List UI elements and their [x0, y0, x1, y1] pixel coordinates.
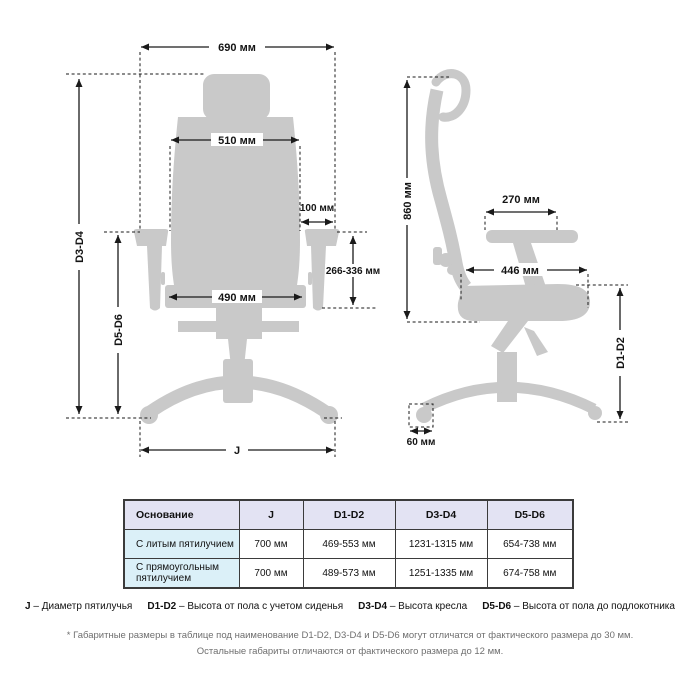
front-back-width-label: 510 мм: [218, 135, 256, 147]
legend-term: D3-D4: [358, 601, 388, 612]
cell-j: 700 мм: [239, 530, 303, 559]
cell-base-type: С прямоугольным пятилучием: [124, 559, 239, 589]
front-armrest-right-pad: [305, 229, 339, 246]
legend-term: J: [25, 601, 31, 612]
chair-side-silhouette: [416, 74, 602, 423]
col-header-base: Основание: [124, 500, 239, 530]
front-height-code-label: D3-D4: [74, 231, 86, 263]
side-wheel-right: [588, 406, 602, 420]
cell-d5d6: 654-738 мм: [487, 530, 573, 559]
cell-d1d2: 469-553 мм: [303, 530, 395, 559]
chair-front-silhouette: [134, 74, 339, 424]
col-header-d3d4: D3-D4: [395, 500, 487, 530]
col-header-j: J: [239, 500, 303, 530]
side-armrest-pad: [486, 230, 578, 243]
side-armrest-depth-label: 270 мм: [502, 194, 540, 206]
legend-desc: – Высота от пола до подлокотника: [513, 601, 675, 612]
footnote-line-2: Остальные габариты отличаются от фактического размера до 12 мм.: [196, 646, 504, 657]
front-mechanism: [216, 308, 262, 339]
cell-d1d2: 489-573 мм: [303, 559, 395, 589]
side-wheel-left: [416, 407, 432, 423]
cell-d5d6: 674-758 мм: [487, 559, 573, 589]
side-seat-depth-label: 446 мм: [501, 265, 539, 277]
side-seat-height-code-label: D1-D2: [615, 337, 627, 369]
front-armrest-height-label: 266-336 мм: [325, 266, 381, 277]
dimension-legend: [0, 601, 700, 612]
legend-desc: – Высота кресла: [389, 601, 468, 612]
legend-term: D1-D2: [147, 601, 177, 612]
front-headrest: [203, 74, 270, 120]
footnote-line-1: * Габаритные размеры в таблице под наименование D1-D2, D3-D4 и D5-D6 могут отличатся от фактического размера до 30 мм.: [66, 630, 634, 641]
front-armrest-floor-code-label: D5-D6: [113, 314, 125, 346]
legend-item-d5d6: [482, 601, 675, 612]
front-overall-width-label: 690 мм: [218, 42, 256, 54]
front-base-code-label: J: [233, 445, 241, 457]
front-armrest-width-label: 100 мм: [299, 203, 335, 214]
front-armrest-right-stem: [311, 246, 326, 311]
cell-d3d4: 1251-1335 мм: [395, 559, 487, 589]
cell-j: 700 мм: [239, 559, 303, 589]
table-row: [124, 559, 573, 589]
front-wheel-left: [140, 406, 158, 424]
col-header-d5d6: D5-D6: [487, 500, 573, 530]
side-base-column: [497, 352, 517, 402]
dimensions-table: [123, 499, 574, 589]
side-back-height-label: 860 мм: [402, 182, 414, 220]
table-row: [124, 530, 573, 559]
legend-item-j: [25, 601, 132, 612]
cell-d3d4: 1231-1315 мм: [395, 530, 487, 559]
legend-term: D5-D6: [482, 601, 512, 612]
legend-desc: – Диаметр пятилучья: [33, 601, 133, 612]
size-tolerance-footnote: [0, 628, 700, 660]
front-base-hub: [223, 359, 253, 403]
side-wheel-size-label: 60 мм: [406, 437, 436, 448]
front-seat-width-label: 490 мм: [218, 292, 256, 304]
col-header-d1d2: D1-D2: [303, 500, 395, 530]
cell-base-type: С литым пятилучием: [124, 530, 239, 559]
legend-item-d1d2: [147, 601, 343, 612]
legend-item-d3d4: [358, 601, 467, 612]
side-seat: [458, 284, 590, 321]
table-header-row: [124, 500, 573, 530]
front-armrest-left-stem: [147, 246, 162, 311]
legend-desc: – Высота от пола с учетом сиденья: [179, 601, 344, 612]
